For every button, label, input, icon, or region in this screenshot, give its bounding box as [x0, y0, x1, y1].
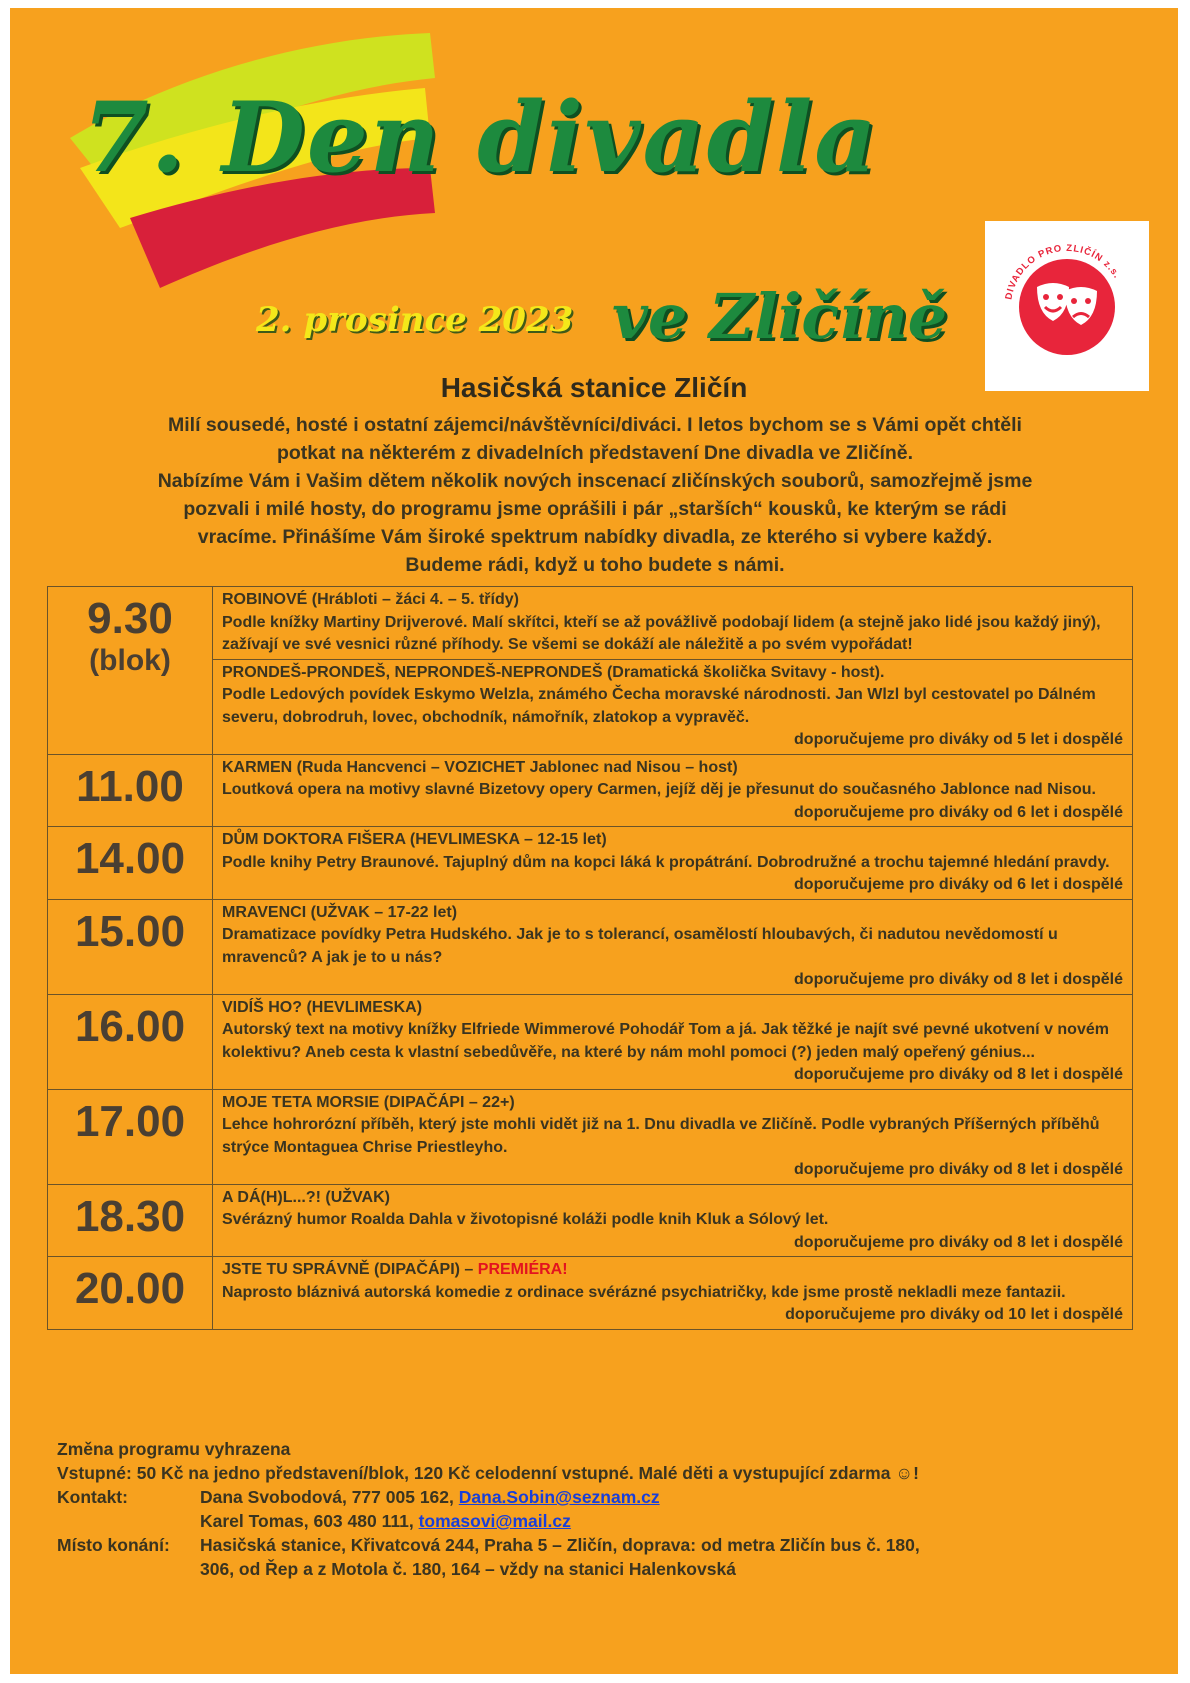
intro-text — [50, 411, 1140, 579]
program-row — [48, 827, 1133, 900]
age-recommendation: doporučujeme pro diváky od 8 let i dospělé — [794, 1066, 1123, 1083]
event-cell — [213, 1089, 1133, 1184]
event-description: Loutková opera na motivy slavné Bizetovy opery Carmen, jejíž děj je přesunut do současného Jablonce nad Nisou. — [222, 781, 1096, 798]
footer-info — [57, 1437, 1157, 1581]
event-meta: (UŽVAK – 17-22 let) — [310, 903, 458, 921]
event-description: Podle knihy Petry Braunové. Tajuplný dům na kopci láká k propátrání. Dobrodružné a trochu tajemné hledání pravdy. — [222, 853, 1110, 871]
event-cell — [213, 659, 1133, 754]
logo — [985, 221, 1149, 391]
event-description: Svérázný humor Roalda Dahla v životopisné koláži podle knih Kluk a Sólový let. — [222, 1211, 829, 1228]
event-title: VIDÍŠ HO? — [222, 998, 303, 1016]
intro-line: pozvali i milé hosty, do programu jsme oprášili i pár „starších“ kousků, ke kterým se rádi — [183, 498, 1007, 520]
intro-line: potkat na některém z divadelních představení Dne divadla ve Zličíně. — [276, 442, 914, 464]
event-title: MOJE TETA MORSIE — [222, 1093, 380, 1111]
event-title: MRAVENCI — [222, 903, 307, 921]
event-meta: (DIPAČÁPI – 22+) — [383, 1093, 515, 1111]
location-line-2: 306, od Řep a z Motola č. 180, 164 – vždy na stanici Halenkovská — [200, 1559, 736, 1579]
contact-row — [57, 1509, 1157, 1533]
event-title: JSTE TU SPRÁVNĚ — [222, 1261, 370, 1278]
theatre-masks-logo — [985, 221, 1149, 391]
event-cell — [213, 1257, 1133, 1330]
contact-label: Kontakt: — [57, 1487, 128, 1507]
program-table — [47, 586, 1133, 1330]
intro-line: Budeme rádi, když u toho budete s námi. — [405, 554, 785, 576]
age-recommendation: doporučujeme pro diváky od 8 let i dospělé — [794, 1233, 1123, 1251]
program-change-note: Změna programu vyhrazena — [57, 1439, 291, 1459]
time-cell — [48, 899, 213, 994]
time-value: 17.00 — [74, 1096, 186, 1146]
time-cell — [48, 827, 213, 900]
event-meta: (UŽVAK) — [325, 1188, 390, 1206]
admission-fee: Vstupné: 50 Kč na jedno představení/blok, 120 Kč celodenní vstupné. Malé děti a vystupující zdarma ☺! — [57, 1463, 919, 1483]
event-title: KARMEN — [222, 758, 293, 776]
time-cell — [48, 1184, 213, 1257]
time-cell — [48, 587, 213, 755]
contact-row — [57, 1485, 1157, 1509]
location-label: Místo konání: — [57, 1535, 170, 1555]
time-cell — [48, 1257, 213, 1330]
age-recommendation: doporučujeme pro diváky od 8 let i dospělé — [794, 1161, 1123, 1178]
program-row — [48, 994, 1133, 1089]
event-description: Podle Ledových povídek Eskymo Welzla, známého Čecha moravské národnosti. Jan Wlzl byl cestovatel po Dálném severu, dobrodruh, lovec, obchodník, námořník, zlatokop a vypravěč. — [222, 686, 1096, 726]
time-value: 20.00 — [74, 1264, 186, 1313]
event-meta: (Dramatická školička Svitavy - host). — [606, 663, 885, 681]
time-cell — [48, 994, 213, 1089]
event-title: DŮM DOKTORA FIŠERA — [222, 831, 406, 848]
event-title: ROBINOVÉ — [222, 591, 308, 608]
event-title: PRONDEŠ-PRONDEŠ, NEPRONDEŠ-NEPRONDEŠ — [222, 663, 603, 681]
intro-line: Nabízíme Vám i Vašim dětem několik nových inscenací zličínských souborů, samozřejmě jsme — [157, 470, 1033, 492]
time-note: (blok) — [89, 644, 171, 677]
time-value: 16.00 — [74, 1001, 186, 1051]
time-value: 14.00 — [74, 834, 186, 883]
event-cell — [213, 754, 1133, 827]
intro-line: vracíme. Přinášíme Vám široké spektrum nabídky divadla, ze kterého si vybere každý. — [197, 526, 993, 548]
intro-line: Milí sousedé, hosté i ostatní zájemci/návštěvníci/diváci. I letos bychom se s Vámi opět chtěli — [168, 414, 1022, 436]
event-date: 2. prosince 2023 — [256, 300, 574, 340]
event-description: Naprosto bláznivá autorská komedie z ordinace svérázné psychiatričky, kde jsme prostě nekladli meze fantazii. — [222, 1283, 1066, 1301]
event-cell — [213, 899, 1133, 994]
poster — [10, 8, 1178, 1674]
location-row — [57, 1533, 1157, 1557]
event-cell — [213, 587, 1133, 660]
page-title: 7. Den divadla — [82, 81, 879, 194]
contact-person-1: Dana Svobodová, 777 005 162, — [200, 1487, 454, 1507]
event-cell — [213, 994, 1133, 1089]
event-description: Dramatizace povídky Petra Hudského. Jak je to s tolerancí, osamělostí hloubavých, či nadutou nevědomostí u mravenců? A jak je to u nás? — [222, 926, 1058, 966]
event-meta: (HEVLIMESKA – 12-15 let) — [409, 831, 607, 848]
age-recommendation: doporučujeme pro diváky od 5 let i dospělé — [794, 731, 1123, 748]
age-recommendation: doporučujeme pro diváky od 6 let i dospělé — [794, 876, 1123, 893]
age-recommendation: doporučujeme pro diváky od 6 let i dospělé — [794, 803, 1123, 821]
contact-person-2: Karel Tomas, 603 480 111, — [200, 1511, 414, 1531]
logo-text: DIVADLO PRO ZLIČÍN z.s. — [1003, 242, 1123, 301]
time-value: 9.30 — [87, 594, 173, 643]
time-value: 11.00 — [76, 761, 184, 811]
event-description: Podle knížky Martiny Drijverové. Malí skřítci, kteří se až povážlivě podobají lidem (a stejně jako lidé jsou každý jiný), zažívají ve své vesnici různé příhody. Se všemi se dokáží ale náležitě a po svém vypořádat! — [222, 613, 1101, 653]
age-recommendation: doporučujeme pro diváky od 10 let i dospělé — [785, 1306, 1123, 1323]
event-cell — [213, 827, 1133, 900]
program-row — [48, 1184, 1133, 1257]
event-meta: (HEVLIMESKA) — [306, 998, 423, 1016]
program-row — [48, 587, 1133, 660]
event-description: Lehce hohrorózní příběh, který jste mohli vidět již na 1. Dnu divadla ve Zličíně. Podle vybraných Příšerných příběhů strýce Montaguea Chrise Priestleyho. — [222, 1116, 1100, 1156]
event-meta: (DIPAČÁPI) – — [374, 1261, 474, 1278]
time-value: 18.30 — [74, 1191, 186, 1241]
event-title: A DÁ(H)L...?! — [222, 1188, 321, 1206]
time-cell — [48, 1089, 213, 1184]
premiere-badge: PREMIÉRA! — [477, 1261, 568, 1278]
event-cell — [213, 1184, 1133, 1257]
event-description: Autorský text na motivy knížky Elfriede Wimmerové Pohodář Tom a já. Jak těžké je najít své pevné ukotvení v novém kolektivu? Aneb cesta k vlastní sebedůvěře, na které by nám mohl pomoci (?) jeden malý opeřený génius... — [222, 1021, 1109, 1061]
venue-heading: Hasičská stanice Zličín — [440, 372, 748, 403]
program-row — [48, 754, 1133, 827]
location-row — [57, 1557, 1157, 1581]
event-meta: (Hrábloti – žáci 4. – 5. třídy) — [311, 591, 519, 608]
program-row — [48, 1089, 1133, 1184]
time-cell — [48, 754, 213, 827]
location-line-1: Hasičská stanice, Křivatcová 244, Praha 5 – Zličín, doprava: od metra Zličín bus č. 180, — [200, 1535, 920, 1555]
program-row — [48, 1257, 1133, 1330]
program-row — [48, 899, 1133, 994]
time-value: 15.00 — [74, 906, 186, 956]
age-recommendation: doporučujeme pro diváky od 8 let i dospělé — [794, 971, 1123, 988]
event-meta: (Ruda Hancvenci – VOZICHET Jablonec nad Nisou – host) — [296, 758, 738, 776]
event-place: ve Zličíně — [612, 280, 948, 353]
email-link-1[interactable]: Dana.Sobin@seznam.cz — [458, 1487, 660, 1507]
email-link-2[interactable]: tomasovi@mail.cz — [418, 1511, 571, 1531]
